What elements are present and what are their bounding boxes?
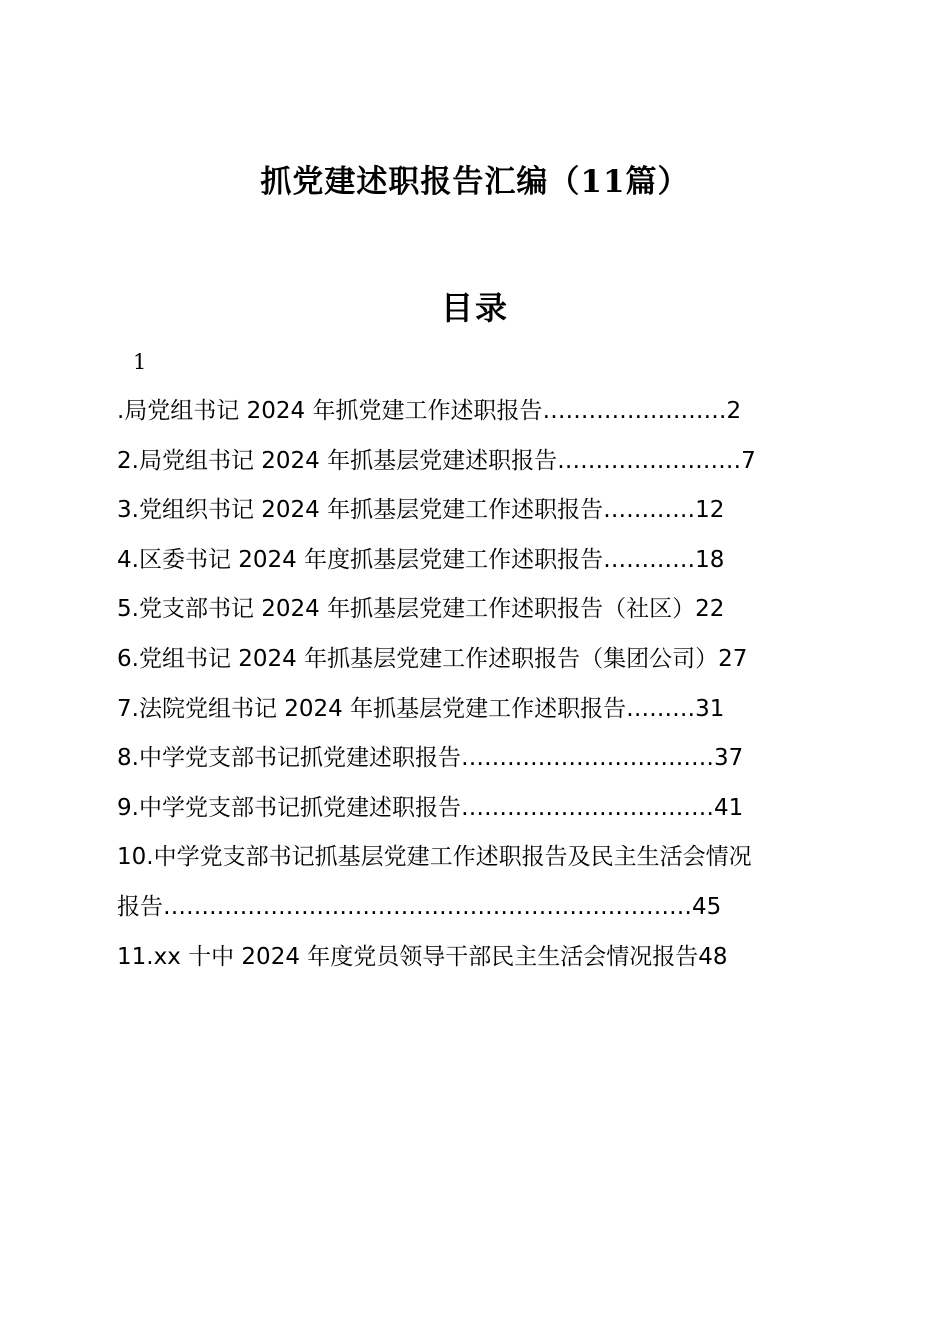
toc-entry[interactable] xyxy=(117,734,832,784)
toc-entry-title: 7.法院党组书记 2024 年抓基层党建工作述职报告 xyxy=(117,695,627,722)
toc-entry-leader: ………… xyxy=(603,497,696,524)
toc-entry[interactable] xyxy=(117,585,832,635)
toc-entry-continuation xyxy=(117,883,832,933)
toc-entry-title: 2.局党组书记 2024 年抓基层党建述职报告 xyxy=(117,447,558,474)
toc-entry[interactable] xyxy=(117,486,832,536)
table-of-contents xyxy=(117,387,832,982)
stray-number: 1 xyxy=(133,350,147,374)
toc-entry-page: 12 xyxy=(695,497,725,524)
toc-entry[interactable] xyxy=(117,387,832,437)
toc-entry-leader: …………………… xyxy=(542,398,727,424)
toc-entry-page: 48 xyxy=(698,943,728,970)
toc-entry[interactable] xyxy=(117,685,832,735)
toc-entry-title: 9.中学党支部书记抓党建述职报告 xyxy=(117,794,461,821)
toc-entry-leader: …………………………… xyxy=(460,794,714,821)
toc-entry-leader: …………………………………………………………… xyxy=(163,893,692,920)
toc-entry-page: 45 xyxy=(692,893,722,920)
toc-entry-page: 27 xyxy=(718,645,748,672)
toc-entry-title: 6.党组书记 2024 年抓基层党建工作述职报告（集团公司） xyxy=(117,645,719,672)
toc-entry-page: 31 xyxy=(695,695,725,722)
toc-entry[interactable] xyxy=(117,933,832,983)
document-title: 抓党建述职报告汇编（11篇） xyxy=(260,164,690,200)
toc-entry-leader: ………… xyxy=(603,546,696,573)
toc-entry-page: 7 xyxy=(741,447,756,474)
toc-entry[interactable] xyxy=(117,437,832,487)
toc-entry-page: 18 xyxy=(695,546,725,573)
toc-entry-page: 41 xyxy=(713,794,744,821)
toc-entry[interactable] xyxy=(117,536,832,586)
toc-entry-title: .局党组书记 2024 年抓党建工作述职报告 xyxy=(117,398,543,424)
toc-entry-title: 11.xx 十中 2024 年度党员领导干部民主生活会情况报告 xyxy=(117,943,699,970)
toc-entry-title: 3.党组织书记 2024 年抓基层党建工作述职报告 xyxy=(117,497,604,524)
toc-entry[interactable] xyxy=(117,784,832,834)
toc-entry-title: 5.党支部书记 2024 年抓基层党建工作述职报告（社区） xyxy=(117,596,696,623)
toc-entry-page: 2 xyxy=(726,398,742,424)
toc-entry-title: 4.区委书记 2024 年度抓基层党建工作述职报告 xyxy=(117,546,604,573)
toc-entry-page: 22 xyxy=(695,596,725,623)
toc-entry-page: 37 xyxy=(713,745,744,772)
toc-entry-title: 8.中学党支部书记抓党建述职报告 xyxy=(117,745,461,772)
toc-entry-leader: …………………………… xyxy=(460,745,714,772)
toc-entry[interactable] xyxy=(117,635,832,685)
toc-entry-title: 10.中学党支部书记抓基层党建工作述职报告及民主生活会情况 xyxy=(117,844,752,871)
toc-entry[interactable] xyxy=(117,833,832,932)
toc-entry-leader: ……… xyxy=(626,695,696,722)
toc-entry-leader: …………………… xyxy=(557,447,742,474)
toc-heading: 目录 xyxy=(440,289,509,327)
toc-entry-title-continued: 报告 xyxy=(117,893,163,920)
